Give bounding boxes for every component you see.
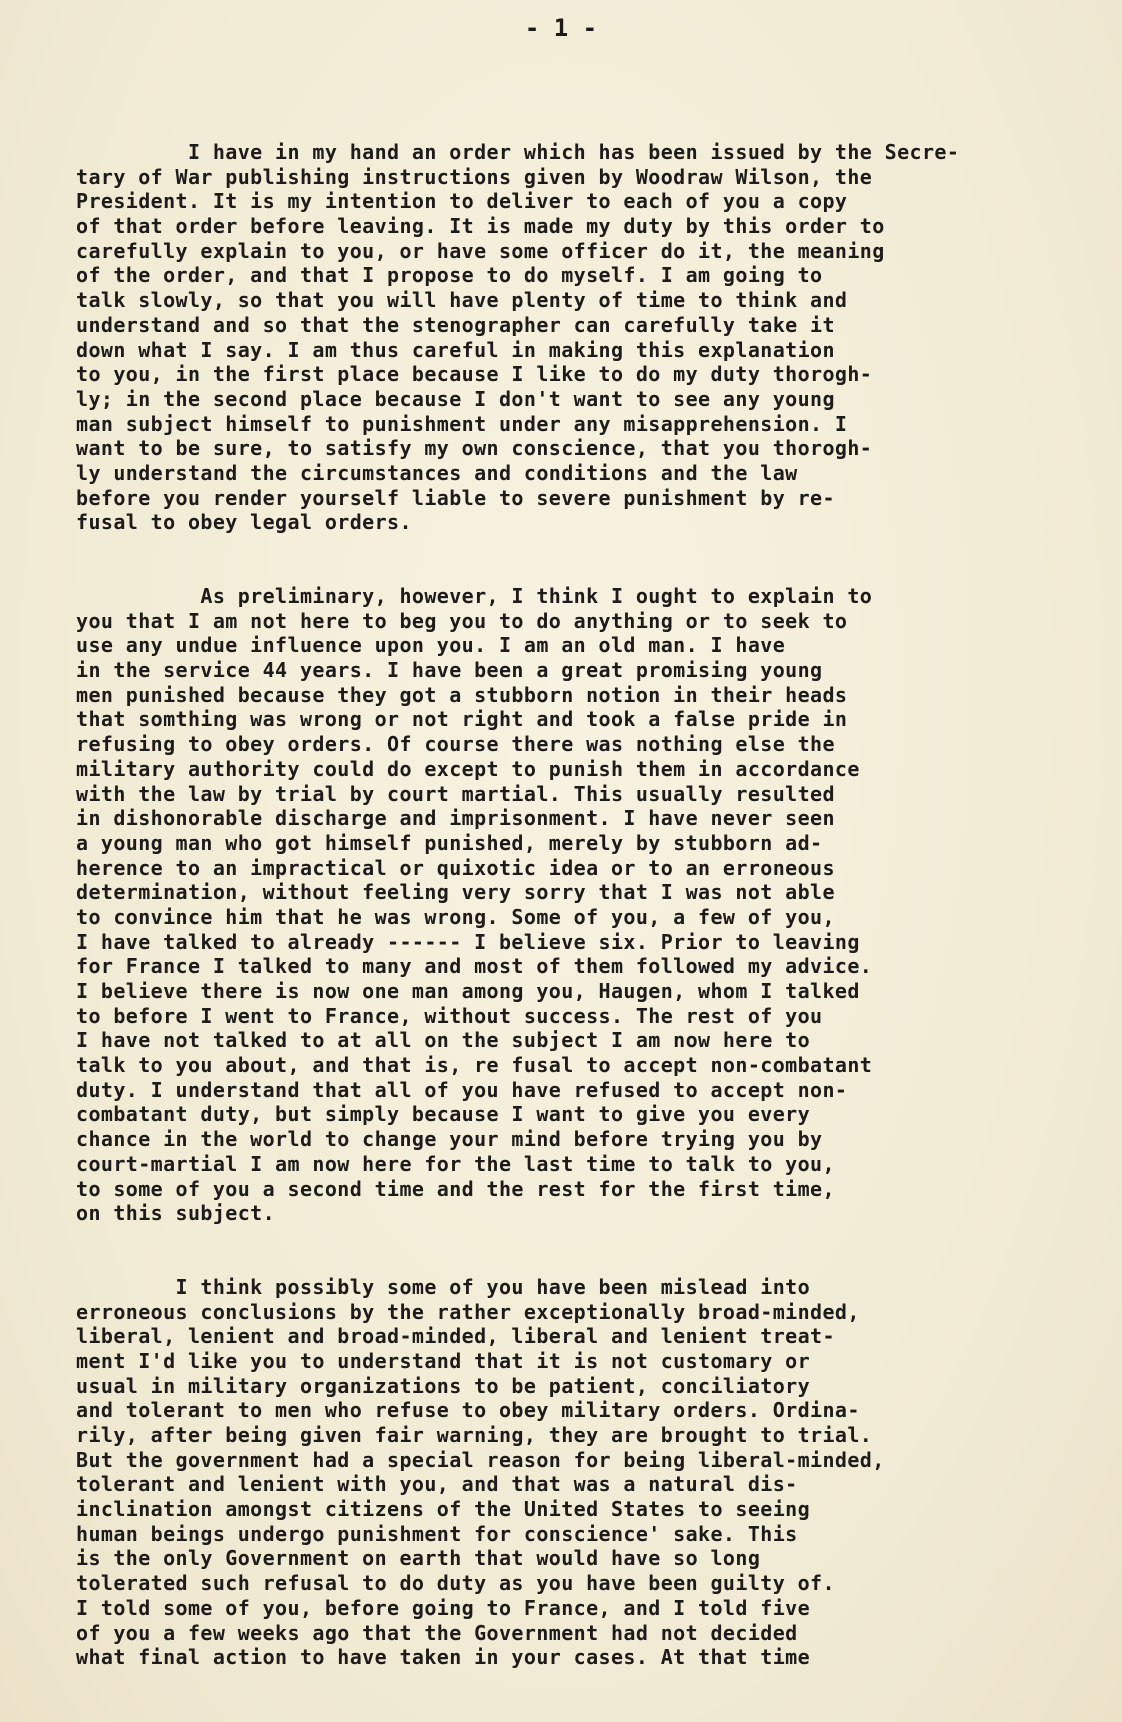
text-line: that somthing was wrong or not right and took a false pride in: [76, 707, 848, 732]
text-line: to some of you a second time and the rest for the first time,: [76, 1176, 835, 1201]
text-line: is the only Government on earth that would have so long: [76, 1546, 761, 1571]
text-line: rily, after being given fair warning, they are brought to trial.: [76, 1423, 873, 1447]
text-line: with the law by trial by court martial. This usually resulted: [76, 781, 835, 806]
text-line: man subject himself to punishment under any misapprehension. I: [76, 411, 848, 436]
paragraph: [76, 1275, 1086, 1670]
text-line: combatant duty, but simply because I want to give you every: [76, 1102, 811, 1127]
text-line: for France I talked to many and most of them followed my advice.: [76, 954, 873, 979]
text-line: talk slowly, so that you will have plenty of time to think and: [76, 288, 848, 313]
text-line: usual in military organizations to be patient, conciliatory: [76, 1373, 811, 1398]
text-line: carefully explain to you, or have some officer do it, the meaning: [76, 238, 885, 263]
text-line: what final action to have taken in your cases. At that time: [76, 1645, 811, 1670]
text-line: of the order, and that I propose to do myself. I am going to: [76, 263, 823, 288]
text-line: in the service 44 years. I have been a great promising young: [76, 658, 823, 683]
text-line: duty. I understand that all of you have refused to accept non-: [76, 1077, 848, 1102]
text-line: But the government had a special reason for being liberal-minded,: [76, 1447, 885, 1472]
text-line: I believe there is now one man among you, Haugen, whom I talked: [76, 979, 860, 1003]
text-line: ment I'd like you to understand that it is not customary or: [76, 1348, 811, 1373]
text-line: refusing to obey orders. Of course there was nothing else the: [76, 732, 835, 757]
text-line: herence to an impractical or quixotic idea or to an erroneous: [76, 855, 835, 880]
text-line: chance in the world to change your mind before trying you by: [76, 1127, 823, 1152]
text-line: tary of War publishing instructions given by Woodraw Wilson, the: [76, 164, 873, 189]
text-line: ly understand the circumstances and conditions and the law: [76, 460, 798, 485]
text-line: understand and so that the stenographer can carefully take it: [76, 312, 835, 337]
text-line: human beings undergo punishment for conscience' sake. This: [76, 1521, 798, 1546]
text-line: I have in my hand an order which has been issued by the Secre-: [76, 140, 960, 164]
text-line: want to be sure, to satisfy my own conscience, that you thorogh-: [76, 436, 873, 461]
text-line: on this subject.: [76, 1201, 276, 1226]
text-line: to convince him that he was wrong. Some of you, a few of you,: [76, 904, 835, 929]
text-line: use any undue influence upon you. I am an old man. I have: [76, 633, 786, 658]
text-line: determination, without feeling very sorry that I was not able: [76, 880, 835, 905]
paragraph: [76, 140, 1086, 535]
text-line: tolerated such refusal to do duty as you have been guilty of.: [76, 1571, 835, 1596]
text-line: of you a few weeks ago that the Government had not decided: [76, 1620, 798, 1645]
text-line: ly; in the second place because I don't want to see any young: [76, 386, 835, 411]
text-line: tolerant and lenient with you, and that was a natural dis-: [76, 1472, 798, 1497]
text-line: you that I am not here to beg you to do anything or to seek to: [76, 608, 848, 633]
paragraph: [76, 584, 1086, 1226]
page-number: - 1 -: [524, 14, 598, 42]
text-line: As preliminary, however, I think I ought to explain to: [76, 584, 873, 608]
text-line: in dishonorable discharge and imprisonment. I have never seen: [76, 806, 835, 831]
text-line: of that order before leaving. It is made my duty by this order to: [76, 214, 885, 239]
text-line: erroneous conclusions by the rather exceptionally broad-minded,: [76, 1299, 860, 1324]
text-line: I think possibly some of you have been mislead into: [76, 1274, 811, 1299]
text-line: I have not talked to at all on the subject I am now here to: [76, 1028, 811, 1053]
document-body: [76, 140, 1086, 1670]
text-line: talk to you about, and that is, re fusal to accept non-combatant: [76, 1053, 873, 1078]
text-line: a young man who got himself punished, merely by stubborn ad-: [76, 830, 823, 855]
text-line: before you render yourself liable to severe punishment by re-: [76, 485, 835, 510]
text-line: President. It is my intention to deliver to each of you a copy: [76, 189, 848, 214]
text-line: men punished because they got a stubborn notion in their heads: [76, 682, 848, 707]
text-line: to you, in the first place because I like to do my duty thorogh-: [76, 362, 873, 387]
text-line: liberal, lenient and broad-minded, liberal and lenient treat-: [76, 1324, 835, 1349]
text-line: I have talked to already ------ I believe six. Prior to leaving: [76, 929, 860, 954]
text-line: fusal to obey legal orders.: [76, 510, 412, 535]
text-line: and tolerant to men who refuse to obey military orders. Ordina-: [76, 1398, 860, 1423]
text-line: inclination amongst citizens of the United States to seeing: [76, 1497, 811, 1522]
text-line: I told some of you, before going to France, and I told five: [76, 1595, 811, 1620]
text-line: down what I say. I am thus careful in making this explanation: [76, 337, 835, 362]
text-line: military authority could do except to punish them in accordance: [76, 756, 860, 781]
text-line: court-martial I am now here for the last time to talk to you,: [76, 1151, 835, 1176]
text-line: to before I went to France, without success. The rest of you: [76, 1003, 823, 1028]
